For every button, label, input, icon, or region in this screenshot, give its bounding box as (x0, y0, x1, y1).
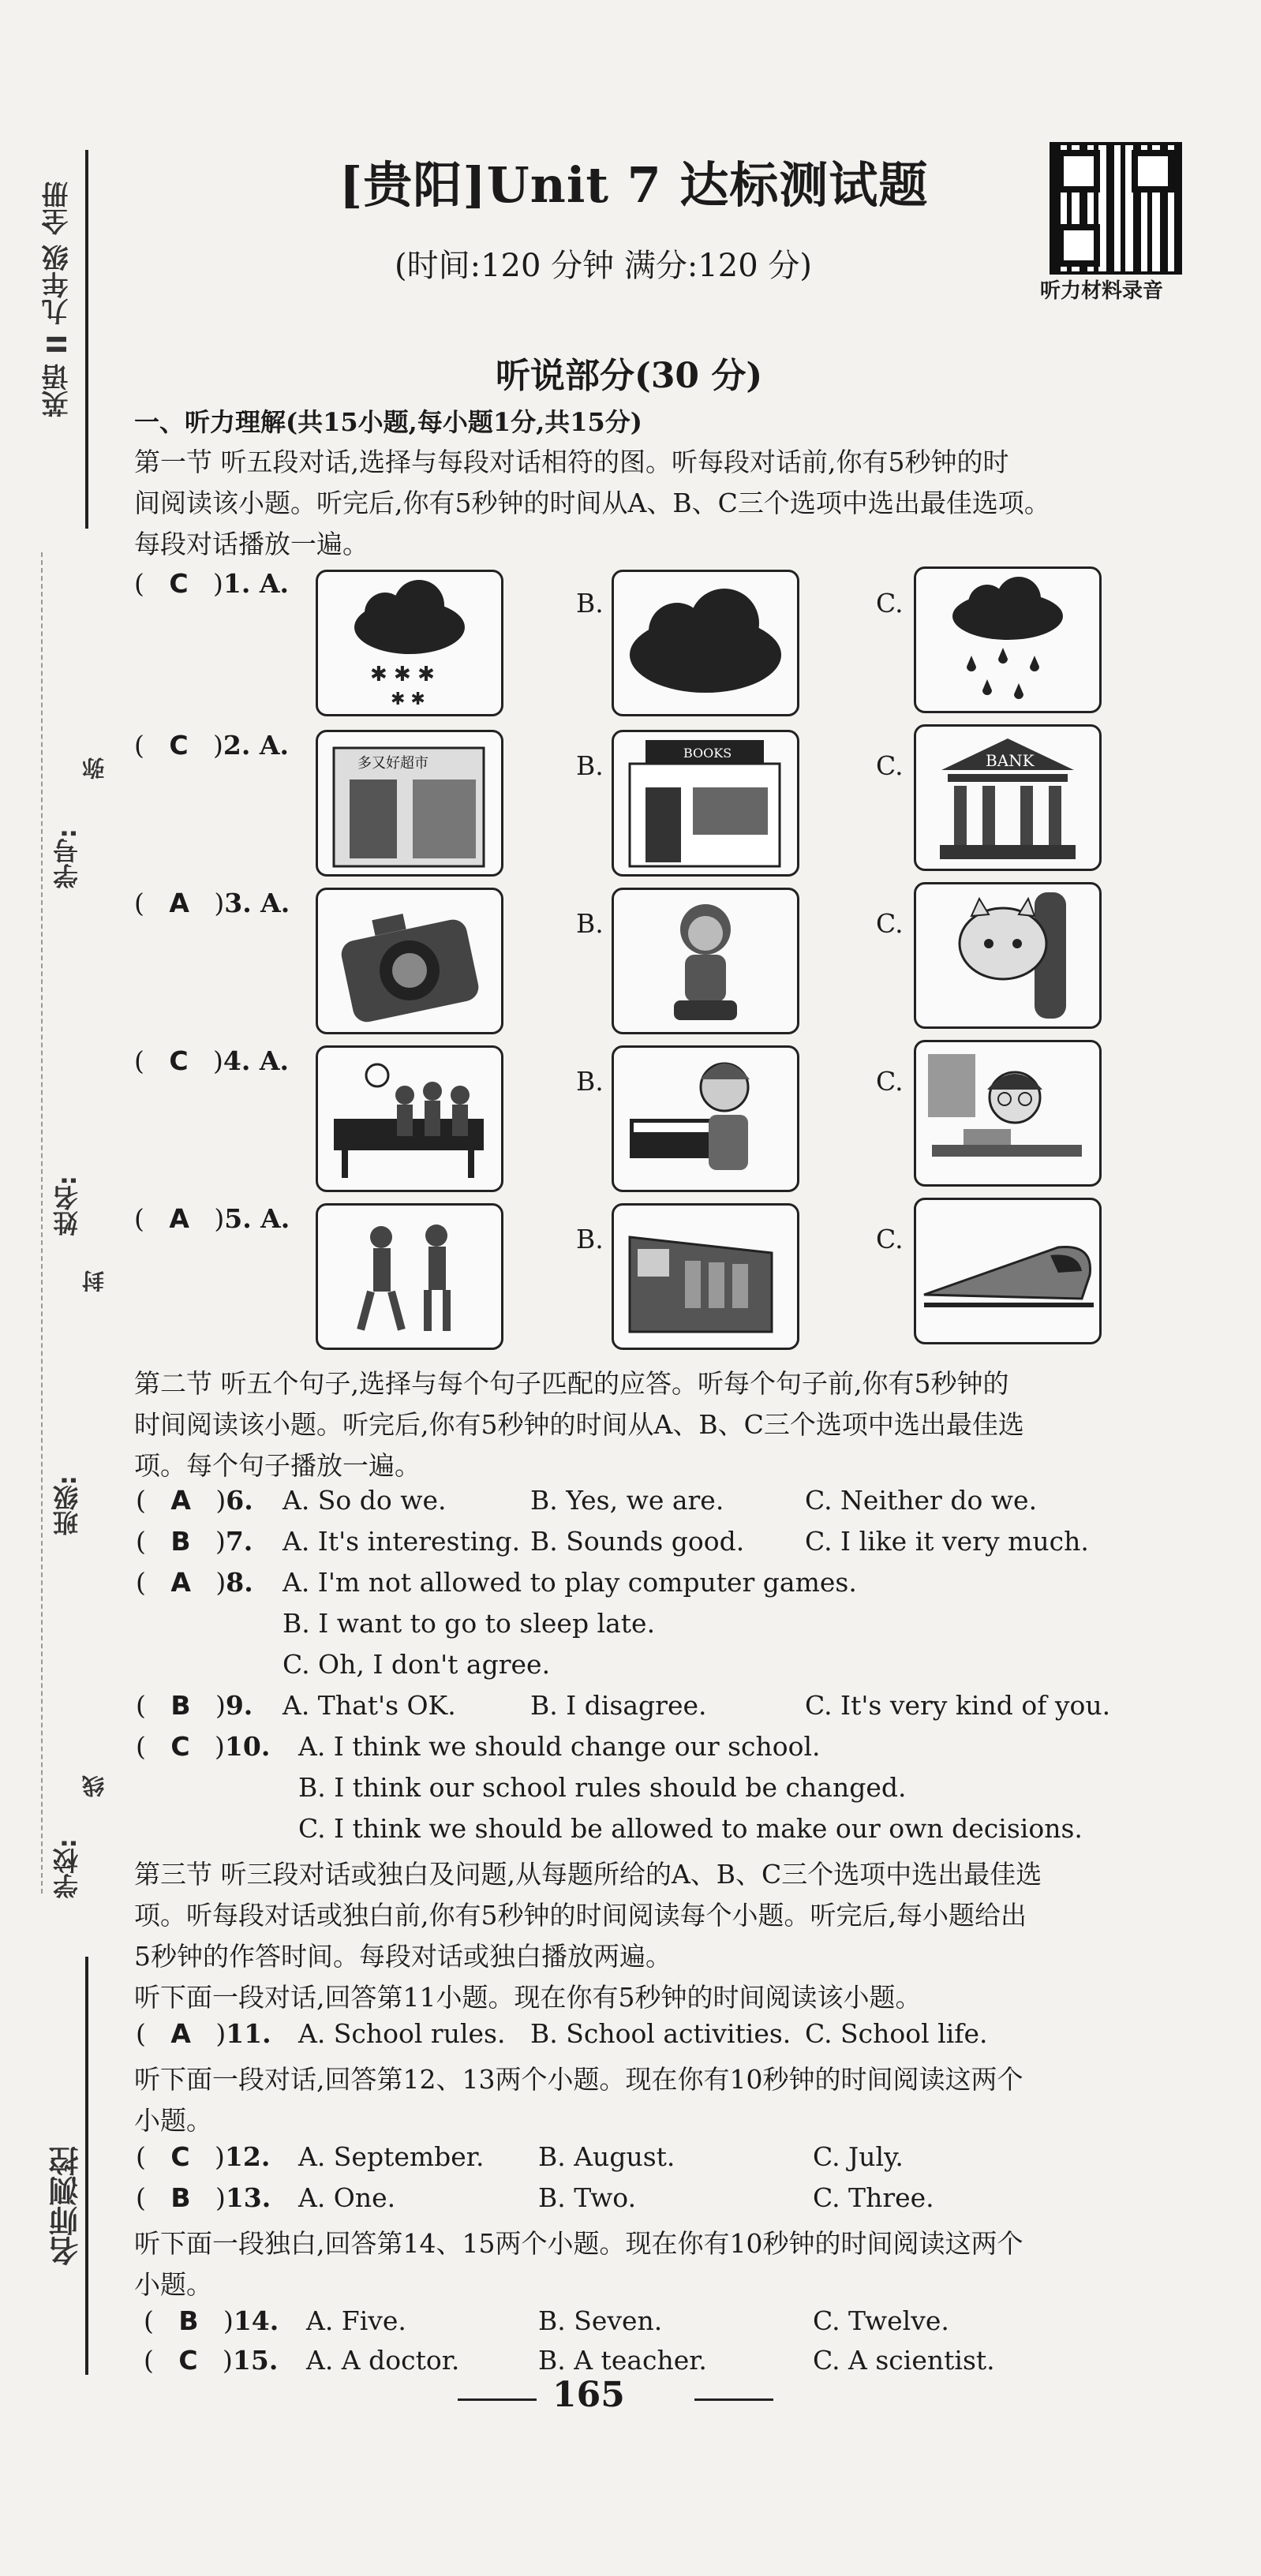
answer: B (170, 1690, 191, 1721)
option-c-label: C. (876, 1224, 904, 1254)
answer-paren: ( C )1. A. (134, 568, 289, 599)
q-num: 13. (225, 2182, 271, 2213)
bookstore-icon[interactable] (612, 730, 799, 877)
girl-piano-icon[interactable] (612, 1045, 799, 1192)
answer-paren: ( B )7. (136, 1526, 253, 1557)
s2-line-2: 时间阅读该小题。听完后,你有5秒钟的时间从A、B、C三个选项中选出最佳选 (134, 1409, 1024, 1440)
q-num: 5. A. (224, 1203, 290, 1234)
supermarket-sign: 多又好超市 (357, 755, 428, 772)
prompt-14-15: 听下面一段独白,回答第14、15两个小题。现在你有10秒钟的时间阅读这两个 (134, 2228, 1023, 2259)
q-num: 15. (232, 2345, 279, 2376)
option-a[interactable]: A. School rules. (298, 2018, 506, 2049)
cut-mark-b: 封 (79, 1270, 110, 1292)
option-c[interactable]: C. Three. (813, 2182, 934, 2213)
q-num: 7. (225, 1526, 253, 1557)
margin-rule-top (85, 150, 88, 529)
answer: B (170, 2182, 191, 2213)
prompt-11: 听下面一段对话,回答第11小题。现在你有5秒钟的时间阅读该小题。 (134, 1982, 922, 2013)
option-b[interactable]: B. Seven. (538, 2305, 663, 2336)
answer-paren: ( C )2. A. (134, 730, 289, 761)
q-num: 1. A. (223, 568, 289, 599)
s2-line-3: 项。每个句子播放一遍。 (134, 1450, 421, 1481)
option-a[interactable]: A. A doctor. (306, 2345, 460, 2376)
option-b[interactable]: B. School activities. (530, 2018, 791, 2049)
option-b[interactable]: B. Sounds good. (530, 1526, 745, 1557)
q-num: 12. (224, 2141, 271, 2172)
answer: A (170, 2018, 191, 2049)
answer-paren: ( C )10. (136, 1731, 271, 1762)
option-a[interactable]: A. I think we should change our school. (298, 1731, 821, 1762)
s1-line-3: 每段对话播放一遍。 (134, 529, 369, 559)
option-c-label: C. (876, 588, 904, 619)
page-number: 165 (552, 2375, 625, 2415)
q-num: 11. (226, 2018, 271, 2049)
train-icon[interactable] (612, 1203, 799, 1350)
answer: C (170, 2141, 190, 2172)
prompt-14-15-cont: 小题。 (134, 2269, 212, 2300)
qr-code-icon[interactable] (1050, 142, 1182, 275)
option-c[interactable]: C. July. (813, 2141, 904, 2172)
option-b-label: B. (576, 588, 604, 619)
option-a[interactable]: A. It's interesting. (283, 1526, 521, 1557)
answer: C (170, 1731, 190, 1762)
section-heading: 听说部分(30 分) (496, 356, 763, 396)
answer: A (169, 888, 189, 918)
q-num: 9. (225, 1690, 253, 1721)
option-b[interactable]: B. Two. (538, 2182, 637, 2213)
option-b[interactable]: B. I think our school rules should be changed. (298, 1772, 907, 1803)
q-num: 6. (226, 1485, 253, 1516)
exam-time-score: (时间:120 分钟 满分:120 分) (395, 248, 813, 284)
book-label: 英语 II 九年级 全册 (42, 181, 73, 417)
s3-line-2: 项。听每段对话或独白前,你有5秒钟的时间阅读每个小题。听完后,每小题给出 (134, 1900, 1027, 1931)
field-class: 班级: (49, 1475, 85, 1536)
walking-boys-icon[interactable] (316, 1203, 503, 1350)
answer-paren: ( A )8. (136, 1567, 253, 1598)
bank-icon[interactable] (914, 724, 1102, 871)
answer-paren: ( A )6. (136, 1485, 253, 1516)
option-c[interactable]: C. I think we should be allowed to make our own decisions. (298, 1813, 1083, 1844)
page-dash-left (458, 2398, 537, 2401)
field-id: 学号: (49, 828, 85, 889)
brand-label: 名师测控 (49, 2146, 84, 2266)
s2-line-1: 第二节 听五个句子,选择与每个句子匹配的应答。听每个句子前,你有5秒钟的 (134, 1368, 1009, 1399)
option-b[interactable]: B. A teacher. (538, 2345, 707, 2376)
answer-paren: ( A )11. (136, 2018, 271, 2049)
q-num: 8. (226, 1567, 253, 1598)
answer: A (170, 1567, 191, 1598)
option-c-label: C. (876, 750, 904, 781)
bank-sign: BANK (986, 751, 1035, 770)
option-a[interactable]: A. One. (298, 2182, 396, 2213)
page-title: [贵阳]Unit 7 达标测试题 (339, 156, 929, 214)
answer-paren: ( A )5. A. (134, 1203, 290, 1234)
answer-paren: ( B )13. (136, 2182, 271, 2213)
answer: C (169, 1045, 189, 1076)
bookstore-sign: BOOKS (683, 746, 732, 761)
prompt-12-13: 听下面一段对话,回答第12、13两个小题。现在你有10秒钟的时间阅读这两个 (134, 2064, 1023, 2095)
page-dash-right (694, 2398, 773, 2401)
option-c[interactable]: C. I like it very much. (805, 1526, 1089, 1557)
answer: C (169, 568, 189, 599)
cut-line (41, 552, 44, 1894)
s3-line-1: 第三节 听三段对话或独白及问题,从每题所给的A、B、C三个选项中选出最佳选 (134, 1859, 1042, 1890)
answer-paren: ( C )4. A. (134, 1045, 289, 1076)
high-speed-train-icon[interactable] (914, 1198, 1102, 1344)
cloud-icon[interactable] (612, 570, 799, 716)
field-name: 姓名: (49, 1176, 85, 1236)
option-c[interactable]: C. Twelve. (813, 2305, 949, 2336)
svg-text:✱ ✱: ✱ ✱ (391, 690, 425, 709)
svg-text:✱ ✱ ✱: ✱ ✱ ✱ (370, 663, 435, 686)
answer: B (178, 2305, 199, 2336)
answer-paren: ( B )9. (136, 1690, 253, 1721)
q-num: 10. (224, 1731, 271, 1762)
q-num: 14. (233, 2305, 279, 2336)
option-b[interactable]: B. I want to go to sleep late. (283, 1608, 656, 1639)
option-c[interactable]: C. Oh, I don't agree. (283, 1649, 551, 1680)
option-b-label: B. (576, 1066, 604, 1097)
option-c-label: C. (876, 1066, 904, 1097)
answer-paren: ( B )14. (144, 2305, 279, 2336)
answer: A (170, 1485, 191, 1516)
s3-line-3: 5秒钟的作答时间。每段对话或独白播放两遍。 (134, 1941, 672, 1972)
option-b[interactable]: B. I disagree. (530, 1690, 707, 1721)
camera-icon[interactable] (316, 888, 503, 1034)
cut-mark-c: 线 (79, 1775, 110, 1797)
snow-cloud-icon[interactable] (316, 570, 503, 716)
s1-line-2: 间阅读该小题。听完后,你有5秒钟的时间从A、B、C三个选项中选出最佳选项。 (134, 488, 1050, 518)
q-num: 4. A. (223, 1045, 289, 1076)
answer: C (178, 2345, 198, 2376)
option-a[interactable]: A. September. (298, 2141, 485, 2172)
option-c[interactable]: C. Neither do we. (805, 1485, 1038, 1516)
answer: A (169, 1203, 189, 1234)
qr-caption: 听力材料录音 (1040, 279, 1164, 303)
answer: C (169, 730, 189, 761)
option-a[interactable]: A. I'm not allowed to play computer games. (283, 1567, 857, 1598)
answer-paren: ( C )12. (136, 2141, 271, 2172)
watch-icon[interactable] (914, 882, 1102, 1029)
cut-mark-a: 弥 (79, 757, 110, 780)
option-b-label: B. (576, 750, 604, 781)
q-num: 2. A. (223, 730, 289, 761)
answer-paren: ( A )3. A. (134, 888, 290, 918)
option-b-label: B. (576, 1224, 604, 1254)
field-school: 学校: (49, 1838, 85, 1899)
people-waiting-icon[interactable] (316, 1045, 503, 1192)
prompt-12-13-cont: 小题。 (134, 2105, 212, 2136)
answer-paren: ( C )15. (144, 2345, 279, 2376)
option-c[interactable]: C. School life. (805, 2018, 988, 2049)
part1-heading: 一、听力理解(共15小题,每小题1分,共15分) (134, 407, 642, 437)
option-a[interactable]: A. Five. (306, 2305, 406, 2336)
answer: B (170, 1526, 191, 1557)
rain-cloud-icon[interactable] (914, 566, 1102, 713)
supermarket-icon[interactable] (316, 730, 503, 877)
s1-line-1: 第一节 听五段对话,选择与每段对话相符的图。听每段对话前,你有5秒钟的时 (134, 447, 1009, 477)
option-b[interactable]: B. Yes, we are. (530, 1485, 724, 1516)
option-b-label: B. (576, 908, 604, 939)
option-c[interactable]: C. It's very kind of you. (805, 1690, 1111, 1721)
girl-desk-icon[interactable] (914, 1040, 1102, 1187)
option-a[interactable]: A. That's OK. (283, 1690, 456, 1721)
option-c[interactable]: C. A scientist. (813, 2345, 995, 2376)
option-a[interactable]: A. So do we. (283, 1485, 447, 1516)
doll-icon[interactable] (612, 888, 799, 1034)
q-num: 3. A. (224, 888, 290, 918)
option-c-label: C. (876, 908, 904, 939)
option-b[interactable]: B. August. (538, 2141, 675, 2172)
